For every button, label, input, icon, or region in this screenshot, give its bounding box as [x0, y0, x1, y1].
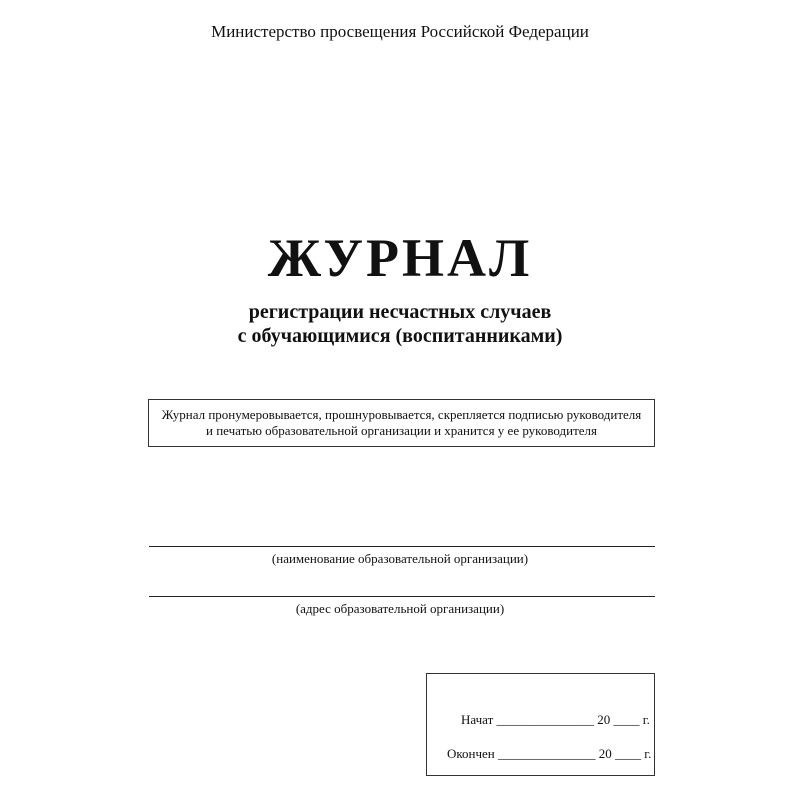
started-date-row [461, 712, 650, 728]
ended-year-blank: ____ [615, 746, 642, 761]
journal-title: ЖУРНАЛ [267, 228, 533, 288]
ended-date-row [447, 746, 651, 762]
notice-box [148, 399, 655, 447]
subtitle-line-1: регистрации несчастных случаев [248, 301, 552, 323]
ended-label: Окончен [447, 746, 495, 761]
date-box [426, 673, 655, 776]
org-address-caption: (адрес образовательной организации) [295, 601, 505, 616]
started-year-blank: ____ [613, 712, 640, 727]
org-name-caption: (наименование образовательной организации) [271, 551, 529, 566]
started-label: Начат [461, 712, 494, 727]
started-day-month-blank: _______________ [496, 712, 595, 727]
journal-subtitle [0, 300, 800, 348]
ended-year-suffix: г. [644, 746, 652, 761]
started-year-suffix: г. [642, 712, 650, 727]
ended-day-month-blank: _______________ [498, 746, 596, 761]
notice-line-2: и печатью образовательной организации и хранится у ее руководителя [206, 423, 597, 438]
ended-year-prefix: 20 [598, 746, 612, 761]
org-name-line [149, 546, 655, 547]
started-year-prefix: 20 [597, 712, 611, 727]
org-address-line [149, 596, 655, 597]
ministry-header: Министерство просвещения Российской Федерации [211, 22, 589, 41]
notice-line-1: Журнал пронумеровывается, прошнуровывается, скрепляется подписью руководителя [161, 407, 642, 422]
subtitle-line-2: с обучающимися (воспитанниками) [237, 325, 563, 347]
